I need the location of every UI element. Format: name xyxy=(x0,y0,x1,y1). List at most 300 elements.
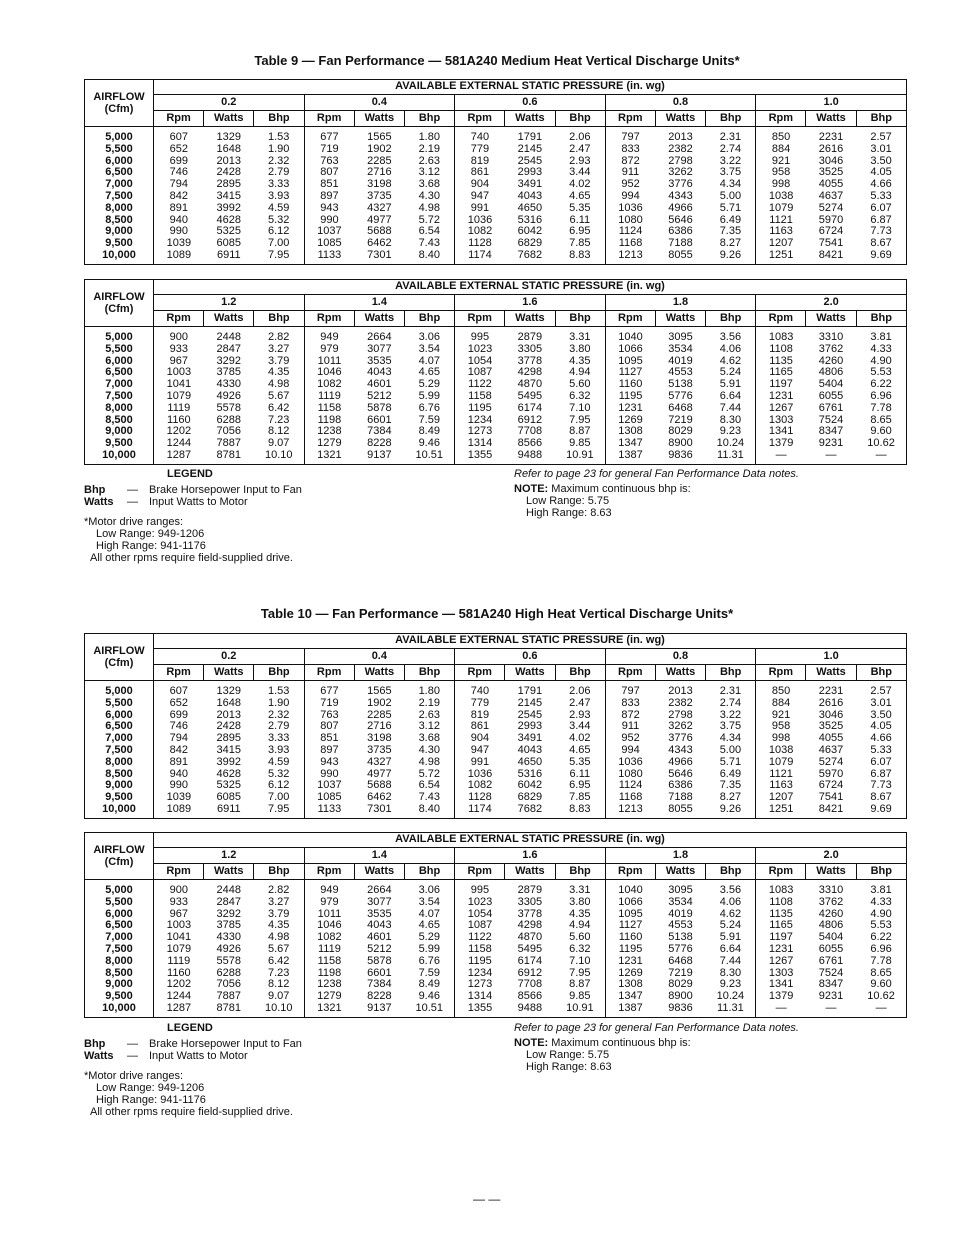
value-cell: 3.22 xyxy=(706,156,756,168)
pressure-header: 0.4 xyxy=(304,649,455,665)
value-cell: 995 xyxy=(470,331,490,343)
value-cell: 5.53 xyxy=(870,919,892,932)
value-cell: 1119 xyxy=(317,389,341,402)
pressure-header: 0.6 xyxy=(455,95,606,111)
column-header-watts: Watts xyxy=(655,864,705,880)
value-cell: 2.93 xyxy=(555,156,605,168)
value-cell: — xyxy=(875,1001,887,1014)
value-cell: 842 xyxy=(169,743,189,756)
value-cell: 3046 xyxy=(818,708,844,721)
value-cell: 607 xyxy=(169,131,189,143)
value-cell: 7524 xyxy=(818,966,844,979)
value-cell: 1160 xyxy=(167,413,191,426)
value-cell: 2847 xyxy=(216,342,242,355)
value-cell: 6085 xyxy=(216,791,242,804)
value-cell: 4.98 xyxy=(254,932,304,944)
value-cell: 979 xyxy=(320,895,339,908)
value-cell: 807 xyxy=(320,166,339,179)
value-cell: 1163 xyxy=(769,779,793,792)
value-cell: 1213 xyxy=(618,248,643,261)
value-cell: 3.22 xyxy=(706,710,756,722)
column-header-rpm: Rpm xyxy=(455,665,505,681)
table-row xyxy=(85,698,907,710)
legend-desc: Input Watts to Motor xyxy=(149,1050,248,1062)
value-cell: 7384 xyxy=(367,978,392,991)
value-cell: 9.26 xyxy=(706,804,756,818)
value-cell: 949 xyxy=(320,884,339,896)
motor-drive-note xyxy=(84,1070,504,1118)
value-cell: 6761 xyxy=(818,954,844,967)
value-cell: 8.67 xyxy=(870,237,892,250)
airflow-cell: 6,500 xyxy=(85,721,154,733)
value-cell: 1165 xyxy=(769,919,793,932)
value-cell: 998 xyxy=(771,732,791,745)
value-cell: 3.56 xyxy=(706,880,756,897)
value-cell: 4.07 xyxy=(404,909,454,921)
value-cell: 3.01 xyxy=(870,142,892,155)
value-cell: 1040 xyxy=(618,331,643,343)
value-cell: 5274 xyxy=(818,755,844,768)
table-row xyxy=(85,344,907,356)
value-cell: 652 xyxy=(169,142,189,155)
value-cell: 9231 xyxy=(818,990,844,1003)
value-cell: 607 xyxy=(169,685,189,697)
value-cell: 4650 xyxy=(517,755,543,768)
value-cell: 6.54 xyxy=(404,226,454,238)
value-cell: 7524 xyxy=(818,413,844,426)
value-cell: 1038 xyxy=(768,189,794,202)
legend-abbr: Bhp xyxy=(84,1038,106,1050)
value-cell: 4.94 xyxy=(555,920,605,932)
value-cell: 2.93 xyxy=(555,710,605,722)
value-cell: 897 xyxy=(320,743,339,756)
value-cell: 9.46 xyxy=(404,438,454,450)
value-cell: 9.85 xyxy=(555,991,605,1003)
value-cell: 1234 xyxy=(467,966,493,979)
value-cell: 8055 xyxy=(668,802,693,815)
value-cell: 8.27 xyxy=(706,238,756,250)
value-cell: 5970 xyxy=(818,767,844,780)
airflow-cell: 8,000 xyxy=(85,403,154,415)
value-cell: 7.78 xyxy=(870,954,892,967)
column-header-watts: Watts xyxy=(806,311,856,327)
airflow-cell: 7,000 xyxy=(85,379,154,391)
table-row xyxy=(85,450,907,464)
value-cell: 2.82 xyxy=(254,327,304,344)
value-cell: 6911 xyxy=(216,802,241,815)
value-cell: 1054 xyxy=(467,907,493,920)
legend-title: LEGEND xyxy=(167,1022,213,1034)
value-cell: 850 xyxy=(771,131,791,143)
value-cell: 5.67 xyxy=(254,391,304,403)
value-cell: 4.06 xyxy=(706,344,756,356)
value-cell: 1251 xyxy=(768,802,794,815)
value-cell: 7.95 xyxy=(555,968,605,980)
value-cell: 5.33 xyxy=(870,189,892,202)
column-header-watts: Watts xyxy=(505,665,555,681)
high-range-bhp: High Range: 8.63 xyxy=(526,507,612,519)
value-cell: 6042 xyxy=(517,225,543,238)
airflow-cell: 6,000 xyxy=(85,356,154,368)
value-cell: 3077 xyxy=(367,895,392,908)
value-cell: 952 xyxy=(621,732,640,745)
value-cell: 6601 xyxy=(367,966,392,979)
airflow-unit: (Cfm) xyxy=(104,303,134,315)
value-cell: — xyxy=(875,448,887,461)
value-cell: 4977 xyxy=(367,767,392,780)
value-cell: 7.78 xyxy=(870,401,892,414)
value-cell: 3.06 xyxy=(404,880,454,897)
airflow-cell: 5,000 xyxy=(85,681,154,698)
airflow-cell: 10,000 xyxy=(85,1003,154,1017)
pressure-header: 1.2 xyxy=(154,295,305,311)
value-cell: 7541 xyxy=(818,791,844,804)
column-header-bhp: Bhp xyxy=(254,864,304,880)
value-cell: 1329 xyxy=(216,685,242,697)
value-cell: 5776 xyxy=(668,942,693,955)
value-cell: 7.95 xyxy=(254,250,304,264)
value-cell: 6.22 xyxy=(870,378,892,391)
value-cell: 1273 xyxy=(467,425,493,438)
legend-row xyxy=(84,496,504,508)
value-cell: 842 xyxy=(169,189,189,202)
value-cell: 7708 xyxy=(517,978,543,991)
value-cell: 10.62 xyxy=(867,437,895,450)
motor-drive-high: High Range: 941-1176 xyxy=(96,540,206,552)
value-cell: 3077 xyxy=(367,342,392,355)
value-cell: 1066 xyxy=(618,895,643,908)
airflow-cell: 5,000 xyxy=(85,880,154,897)
value-cell: 1279 xyxy=(317,437,342,450)
column-header-bhp: Bhp xyxy=(856,864,906,880)
value-cell: 3535 xyxy=(367,354,392,367)
column-header-bhp: Bhp xyxy=(404,111,454,127)
value-cell: 850 xyxy=(771,685,791,697)
value-cell: 3.93 xyxy=(254,745,304,757)
value-cell: 6.42 xyxy=(254,956,304,968)
airflow-header xyxy=(85,634,154,681)
value-cell: 746 xyxy=(169,720,189,733)
value-cell: — xyxy=(775,448,787,461)
value-cell: 1054 xyxy=(467,354,493,367)
value-cell: 6462 xyxy=(367,237,392,250)
value-cell: 1231 xyxy=(618,954,643,967)
value-cell: 872 xyxy=(621,708,640,721)
value-cell: 2.79 xyxy=(254,721,304,733)
value-cell: 3535 xyxy=(367,907,392,920)
value-cell: 8566 xyxy=(517,437,543,450)
value-cell: 3262 xyxy=(668,720,693,733)
value-cell: 6912 xyxy=(517,413,543,426)
value-cell: 5138 xyxy=(668,378,693,391)
note-label: NOTE: xyxy=(514,1037,549,1049)
column-header-rpm: Rpm xyxy=(605,864,655,880)
value-cell: 2895 xyxy=(216,178,242,191)
value-cell: 5.32 xyxy=(254,769,304,781)
value-cell: 5878 xyxy=(367,954,392,967)
column-header-bhp: Bhp xyxy=(706,864,756,880)
airflow-unit: (Cfm) xyxy=(104,657,134,669)
value-cell: 8347 xyxy=(818,425,844,438)
value-cell: 1648 xyxy=(216,142,242,155)
value-cell: 4.35 xyxy=(555,356,605,368)
value-cell: 5646 xyxy=(668,213,693,226)
value-cell: 958 xyxy=(771,166,791,179)
value-cell: 3.33 xyxy=(254,733,304,745)
table-row xyxy=(85,681,907,698)
value-cell: 4.65 xyxy=(404,920,454,932)
value-cell: 740 xyxy=(470,685,490,697)
value-cell: 5.33 xyxy=(870,743,892,756)
value-cell: 3.31 xyxy=(555,880,605,897)
value-cell: 7541 xyxy=(818,237,844,250)
value-cell: 8055 xyxy=(668,248,693,261)
value-cell: 1041 xyxy=(166,931,192,944)
value-cell: 1036 xyxy=(618,755,643,768)
value-cell: 6.54 xyxy=(404,780,454,792)
value-cell: 1244 xyxy=(166,990,192,1003)
pressure-header: 2.0 xyxy=(756,295,907,311)
airflow-header xyxy=(85,280,154,327)
value-cell: 967 xyxy=(169,354,189,367)
value-cell: 7.95 xyxy=(555,415,605,427)
value-cell: 6829 xyxy=(517,237,543,250)
pressure-header: 1.4 xyxy=(304,848,455,864)
value-cell: 4.98 xyxy=(404,757,454,769)
value-cell: 5274 xyxy=(818,201,844,214)
value-cell: 1087 xyxy=(467,919,493,932)
value-cell: 3415 xyxy=(216,189,242,202)
value-cell: 6.64 xyxy=(706,391,756,403)
value-cell: 9.69 xyxy=(870,248,892,261)
column-header-bhp: Bhp xyxy=(254,311,304,327)
value-cell: 5325 xyxy=(216,225,242,238)
value-cell: 7.43 xyxy=(404,792,454,804)
value-cell: 4628 xyxy=(216,213,242,226)
value-cell: 4043 xyxy=(517,189,543,202)
column-header-watts: Watts xyxy=(505,864,555,880)
value-cell: 6.12 xyxy=(254,780,304,792)
value-cell: 884 xyxy=(771,696,791,709)
value-cell: 994 xyxy=(621,743,640,756)
motor-drive-title: *Motor drive ranges: xyxy=(84,1070,184,1082)
value-cell: 990 xyxy=(169,225,189,238)
value-cell: 943 xyxy=(320,755,339,768)
value-cell: 6468 xyxy=(668,401,693,414)
airflow-unit: (Cfm) xyxy=(104,103,134,115)
value-cell: 9.07 xyxy=(254,438,304,450)
note-text: Maximum continuous bhp is: xyxy=(551,483,691,495)
legend-block-1 xyxy=(84,468,504,564)
value-cell: 6829 xyxy=(517,791,543,804)
value-cell: 7188 xyxy=(668,791,693,804)
value-cell: 3.81 xyxy=(870,884,892,896)
value-cell: 9.60 xyxy=(870,425,892,438)
value-cell: 1079 xyxy=(166,942,192,955)
value-cell: 4977 xyxy=(367,213,392,226)
value-cell: 4043 xyxy=(367,366,392,379)
value-cell: 7.00 xyxy=(254,238,304,250)
value-cell: 1565 xyxy=(367,685,392,697)
value-cell: 763 xyxy=(320,708,339,721)
value-cell: 861 xyxy=(470,166,490,179)
column-header-bhp: Bhp xyxy=(555,665,605,681)
value-cell: 2.57 xyxy=(870,685,892,697)
value-cell: 995 xyxy=(470,884,490,896)
value-cell: 2.47 xyxy=(555,698,605,710)
value-cell: 2993 xyxy=(517,166,543,179)
value-cell: 1124 xyxy=(618,225,643,238)
airflow-cell: 6,500 xyxy=(85,367,154,379)
value-cell: 5.91 xyxy=(706,932,756,944)
value-cell: 2716 xyxy=(367,720,392,733)
value-cell: 5688 xyxy=(367,779,392,792)
value-cell: 1648 xyxy=(216,696,242,709)
value-cell: 8900 xyxy=(668,437,693,450)
value-cell: 1158 xyxy=(317,401,342,414)
value-cell: 3534 xyxy=(668,895,693,908)
value-cell: 4.05 xyxy=(870,166,892,179)
legend-title: LEGEND xyxy=(167,468,213,480)
value-cell: 6288 xyxy=(216,966,242,979)
table-row xyxy=(85,956,907,968)
value-cell: 4.02 xyxy=(555,733,605,745)
table-row xyxy=(85,127,907,144)
value-cell: 1041 xyxy=(166,378,192,391)
value-cell: 4.62 xyxy=(706,356,756,368)
value-cell: 1037 xyxy=(317,225,342,238)
value-cell: 4.94 xyxy=(555,367,605,379)
value-cell: 1133 xyxy=(317,802,342,815)
value-cell: 9.46 xyxy=(404,991,454,1003)
value-cell: 904 xyxy=(470,178,490,191)
value-cell: 6.32 xyxy=(555,944,605,956)
refer-note: Refer to page 23 for general Fan Performance Data notes. xyxy=(514,468,799,480)
value-cell: 4628 xyxy=(216,767,242,780)
value-cell: 740 xyxy=(470,131,490,143)
value-cell: 4327 xyxy=(367,201,392,214)
value-cell: 1036 xyxy=(618,201,643,214)
value-cell: 1133 xyxy=(317,248,342,261)
value-cell: 746 xyxy=(169,166,189,179)
value-cell: 9836 xyxy=(668,448,693,461)
value-cell: 947 xyxy=(470,189,490,202)
value-cell: 779 xyxy=(470,142,490,155)
value-cell: 9488 xyxy=(517,448,543,461)
value-cell: 9488 xyxy=(517,1001,543,1014)
value-cell: 2.19 xyxy=(404,144,454,156)
refer-note: Refer to page 23 for general Fan Performance Data notes. xyxy=(514,1022,799,1034)
airflow-cell: 6,000 xyxy=(85,909,154,921)
value-cell: 2879 xyxy=(517,884,543,896)
airflow-label: AIRFLOW xyxy=(93,91,145,103)
value-cell: 2428 xyxy=(216,720,242,733)
table-row xyxy=(85,745,907,757)
motor-drive-low: Low Range: 949-1206 xyxy=(96,528,205,540)
value-cell: 3491 xyxy=(517,732,543,745)
value-cell: 897 xyxy=(320,189,339,202)
pressure-header: 1.4 xyxy=(304,295,455,311)
value-cell: 900 xyxy=(169,884,189,896)
value-cell: 5212 xyxy=(367,389,392,402)
value-cell: 3.44 xyxy=(555,721,605,733)
airflow-cell: 5,000 xyxy=(85,127,154,144)
value-cell: 4.30 xyxy=(404,191,454,203)
value-cell: 3.81 xyxy=(870,331,892,343)
value-cell: 4.98 xyxy=(404,203,454,215)
value-cell: 7.10 xyxy=(555,403,605,415)
value-cell: 819 xyxy=(470,154,490,167)
value-cell: 8421 xyxy=(818,248,844,261)
value-cell: 10.51 xyxy=(404,1003,454,1017)
value-cell: 1095 xyxy=(618,907,643,920)
pressure-header: 0.2 xyxy=(154,95,305,111)
value-cell: 1279 xyxy=(317,990,342,1003)
table-row xyxy=(85,144,907,156)
airflow-cell: 7,500 xyxy=(85,944,154,956)
value-cell: 6.22 xyxy=(870,931,892,944)
value-cell: 949 xyxy=(320,331,339,343)
column-header-bhp: Bhp xyxy=(555,311,605,327)
value-cell: 3.75 xyxy=(706,721,756,733)
value-cell: 1791 xyxy=(517,131,543,143)
column-header-watts: Watts xyxy=(354,864,404,880)
value-cell: 4327 xyxy=(367,755,392,768)
value-cell: 4.98 xyxy=(254,379,304,391)
airflow-cell: 5,000 xyxy=(85,327,154,344)
value-cell: 4.35 xyxy=(254,367,304,379)
value-cell: 5325 xyxy=(216,779,242,792)
value-cell: 2013 xyxy=(216,154,242,167)
airflow-cell: 7,000 xyxy=(85,179,154,191)
value-cell: 5.72 xyxy=(404,215,454,227)
column-header-watts: Watts xyxy=(655,311,705,327)
value-cell: 4.66 xyxy=(870,732,892,745)
value-cell: 940 xyxy=(169,767,189,780)
value-cell: 2993 xyxy=(517,720,543,733)
column-header-watts: Watts xyxy=(806,111,856,127)
value-cell: 8.65 xyxy=(870,413,892,426)
value-cell: 4.02 xyxy=(555,179,605,191)
value-cell: 3095 xyxy=(668,884,693,896)
column-header-rpm: Rpm xyxy=(304,864,354,880)
value-cell: 6761 xyxy=(818,401,844,414)
value-cell: 6724 xyxy=(818,225,844,238)
value-cell: 2382 xyxy=(668,696,693,709)
pressure-header: 1.8 xyxy=(605,295,756,311)
value-cell: 2.63 xyxy=(404,156,454,168)
pressure-header: 0.8 xyxy=(605,95,756,111)
value-cell: 998 xyxy=(771,178,791,191)
table-row xyxy=(85,391,907,403)
value-cell: 4601 xyxy=(367,378,392,391)
value-cell: 4260 xyxy=(818,354,844,367)
value-cell: 2545 xyxy=(517,154,543,167)
column-header-watts: Watts xyxy=(806,665,856,681)
value-cell: 7.35 xyxy=(706,780,756,792)
value-cell: 6.49 xyxy=(706,769,756,781)
value-cell: 6462 xyxy=(367,791,392,804)
value-cell: 1080 xyxy=(618,767,643,780)
value-cell: 4343 xyxy=(668,189,693,202)
pressure-header: 0.4 xyxy=(304,95,455,111)
value-cell: 3.54 xyxy=(404,897,454,909)
value-cell: 1308 xyxy=(618,978,643,991)
value-cell: 2716 xyxy=(367,166,392,179)
value-cell: 5404 xyxy=(818,378,844,391)
value-cell: 1160 xyxy=(167,966,191,979)
value-cell: 1197 xyxy=(769,931,793,944)
